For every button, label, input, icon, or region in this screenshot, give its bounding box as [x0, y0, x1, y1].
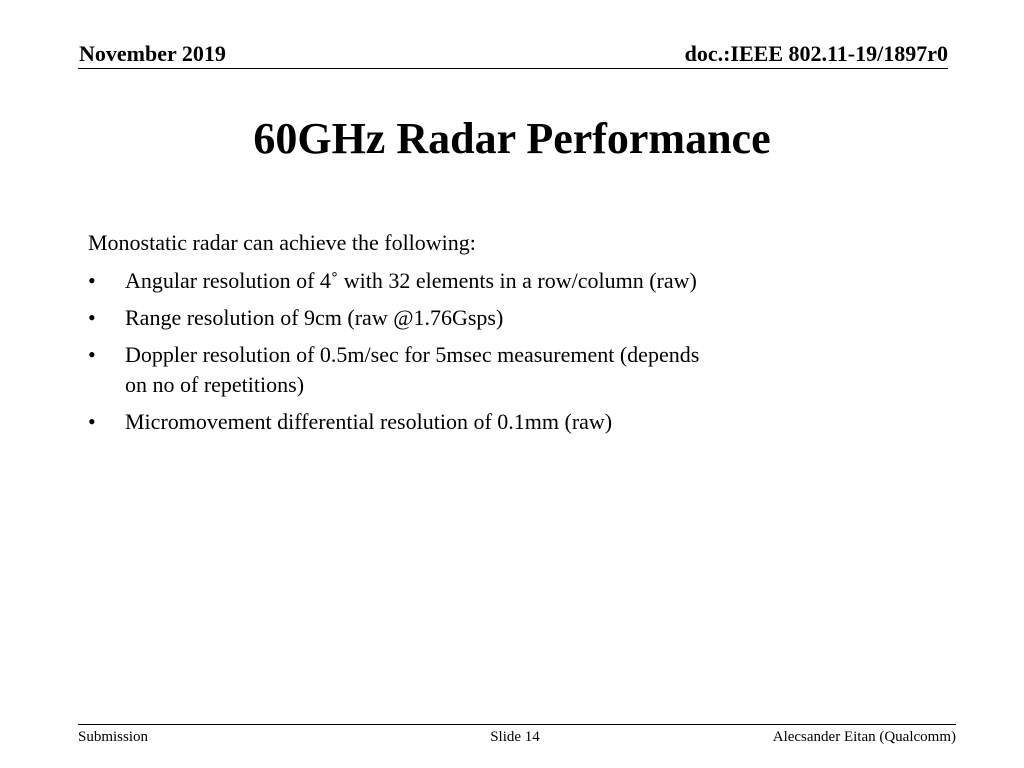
- bullet-icon: •: [88, 305, 96, 330]
- bullet-item-doppler-resolution: [88, 340, 948, 400]
- header-date: November 2019: [79, 41, 226, 66]
- footer-submission: Submission: [78, 729, 149, 745]
- bullet-item-range-resolution: [88, 303, 948, 333]
- footer-author: Alecsander Eitan (Qualcomm): [772, 729, 956, 745]
- footer-divider: [78, 724, 956, 725]
- bullet-text: Micromovement differential resolution of 0.1mm (raw): [125, 409, 613, 434]
- bullet-list: [88, 266, 948, 437]
- bullet-icon: •: [88, 268, 96, 293]
- bullet-icon: •: [88, 342, 96, 367]
- slide-content: [88, 228, 948, 444]
- bullet-item-angular-resolution: [88, 266, 948, 296]
- header-doc-id: doc.:IEEE 802.11-19/1897r0: [684, 41, 948, 66]
- slide-title: 60GHz Radar Performance: [253, 114, 771, 163]
- footer-slide-number: Slide 14: [490, 729, 540, 745]
- bullet-text: Range resolution of 9cm (raw @1.76Gsps): [125, 305, 504, 330]
- bullet-text: Doppler resolution of 0.5m/sec for 5msec measurement (depends on no of repetitions): [125, 342, 700, 397]
- intro-text: Monostatic radar can achieve the following:: [88, 230, 476, 255]
- bullet-item-micromovement-resolution: [88, 407, 948, 437]
- header-divider: [78, 68, 948, 69]
- bullet-icon: •: [88, 409, 96, 434]
- bullet-text: Angular resolution of 4˚ with 32 elements in a row/column (raw): [125, 268, 697, 293]
